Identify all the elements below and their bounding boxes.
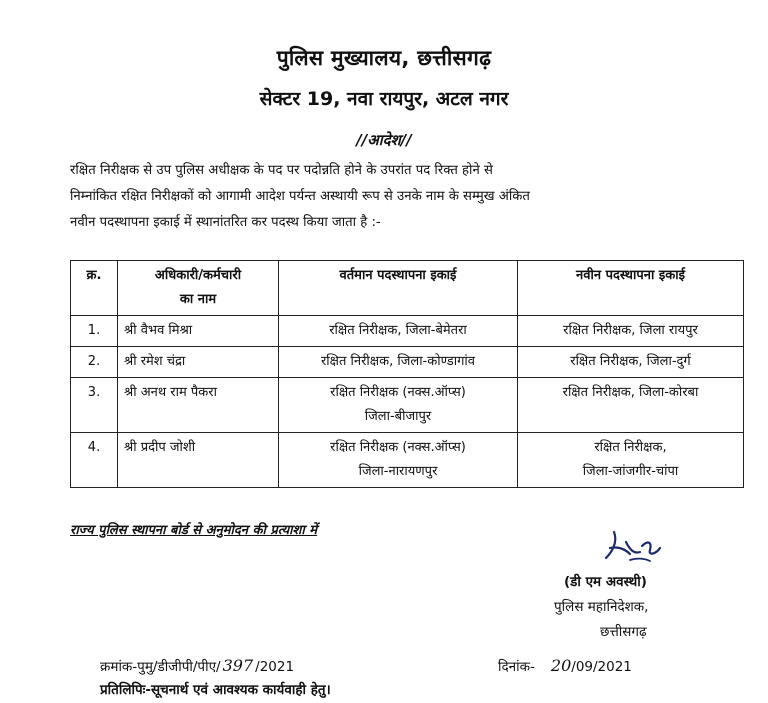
row-current-line1: रक्षित निरीक्षक, जिला-कोण्डागांव <box>320 354 476 369</box>
table-row <box>71 347 744 378</box>
row-sn: 3. <box>71 378 118 433</box>
row-current-posting <box>279 347 518 378</box>
row-new-line1: रक्षित निरीक्षक, जिला-दुर्ग <box>570 354 691 369</box>
office-title: पुलिस मुख्यालय, छत्तीसगढ़ <box>276 46 492 70</box>
signatory-block <box>548 570 738 645</box>
table-row <box>71 433 744 488</box>
office-address: सेक्टर 19, नवा रायपुर, अटल नगर <box>259 88 509 110</box>
order-number-value: 397 <box>222 656 254 675</box>
row-name: श्री अनथ राम पैकरा <box>118 378 279 433</box>
row-name: श्री प्रदीप जोशी <box>118 433 279 488</box>
copy-to-line: प्रतिलिपिः-सूचनार्थ एवं आवश्यक कार्यवाही हेतु। <box>100 682 331 698</box>
row-current-posting <box>279 316 518 347</box>
row-sn: 1. <box>71 316 118 347</box>
order-date-day: 20 <box>550 656 572 675</box>
row-new-posting <box>518 378 744 433</box>
row-sn: 2. <box>71 347 118 378</box>
row-current-line2: जिला-बीजापुर <box>364 409 432 424</box>
row-current-line1: रक्षित निरीक्षक, जिला-बेमेतरा <box>329 323 467 338</box>
signatory-state: छत्तीसगढ़ <box>600 624 647 640</box>
row-new-posting <box>518 347 744 378</box>
row-new-posting <box>518 433 744 488</box>
header-name-line1: अधिकारी/कर्मचारी <box>154 268 242 283</box>
header-current-posting: वर्तमान पदस्थापना इकाई <box>279 261 518 316</box>
transfer-table <box>70 260 744 488</box>
order-date <box>498 656 632 675</box>
order-date-rest: /09/2021 <box>571 659 632 675</box>
row-new-line2: जिला-जांजगीर-चांपा <box>582 464 679 479</box>
row-name: श्री वैभव मिश्रा <box>118 316 279 347</box>
row-new-line1: रक्षित निरीक्षक, जिला रायपुर <box>563 323 698 338</box>
signature-mark <box>600 528 670 568</box>
row-current-posting <box>279 378 518 433</box>
table-row <box>71 378 744 433</box>
body-line-2: निम्नांकित रक्षित निरीक्षकों को आगामी आदेश पर्यन्त अस्थायी रूप से उनके नाम के सम्मुख अंकित <box>70 189 530 204</box>
row-sn: 4. <box>71 433 118 488</box>
header-sn: क्र. <box>71 261 118 316</box>
table-row <box>71 316 744 347</box>
signatory-name: (डी एम अवस्थी) <box>564 574 647 590</box>
signatory-designation: पुलिस महानिदेशक, <box>554 599 649 615</box>
order-body <box>70 158 746 236</box>
order-date-label: दिनांक- <box>498 659 535 675</box>
header-new-posting: नवीन पदस्थापना इकाई <box>518 261 744 316</box>
order-number-prefix: क्रमांक-पुमु/डीजीपी/पीए/ <box>100 659 221 675</box>
header-name-line2: का नाम <box>179 292 217 307</box>
row-new-line1: रक्षित निरीक्षक, जिला-कोरबा <box>562 385 699 400</box>
row-current-line1: रक्षित निरीक्षक (नक्स.ऑप्स) <box>330 385 466 400</box>
order-number-year: /2021 <box>255 659 295 675</box>
order-title: //आदेश// <box>356 131 412 149</box>
row-new-posting <box>518 316 744 347</box>
header-name <box>118 261 279 316</box>
order-number <box>100 656 294 675</box>
body-line-3: नवीन पदस्थापना इकाई में स्थानांतरित कर पदस्थ किया जाता है :- <box>70 215 381 230</box>
table-header-row <box>71 261 744 316</box>
body-line-1: रक्षित निरीक्षक से उप पुलिस अधीक्षक के पद पर पदोन्नति होने के उपरांत पद रिक्त होने से <box>70 163 493 178</box>
row-current-posting <box>279 433 518 488</box>
row-name: श्री रमेश चंद्रा <box>118 347 279 378</box>
row-current-line2: जिला-नारायणपुर <box>358 464 438 479</box>
approval-note: राज्य पुलिस स्थापना बोर्ड से अनुमोदन की प्रत्याशा में <box>70 523 318 538</box>
row-current-line1: रक्षित निरीक्षक (नक्स.ऑप्स) <box>330 440 466 455</box>
row-new-line1: रक्षित निरीक्षक, <box>594 440 667 455</box>
